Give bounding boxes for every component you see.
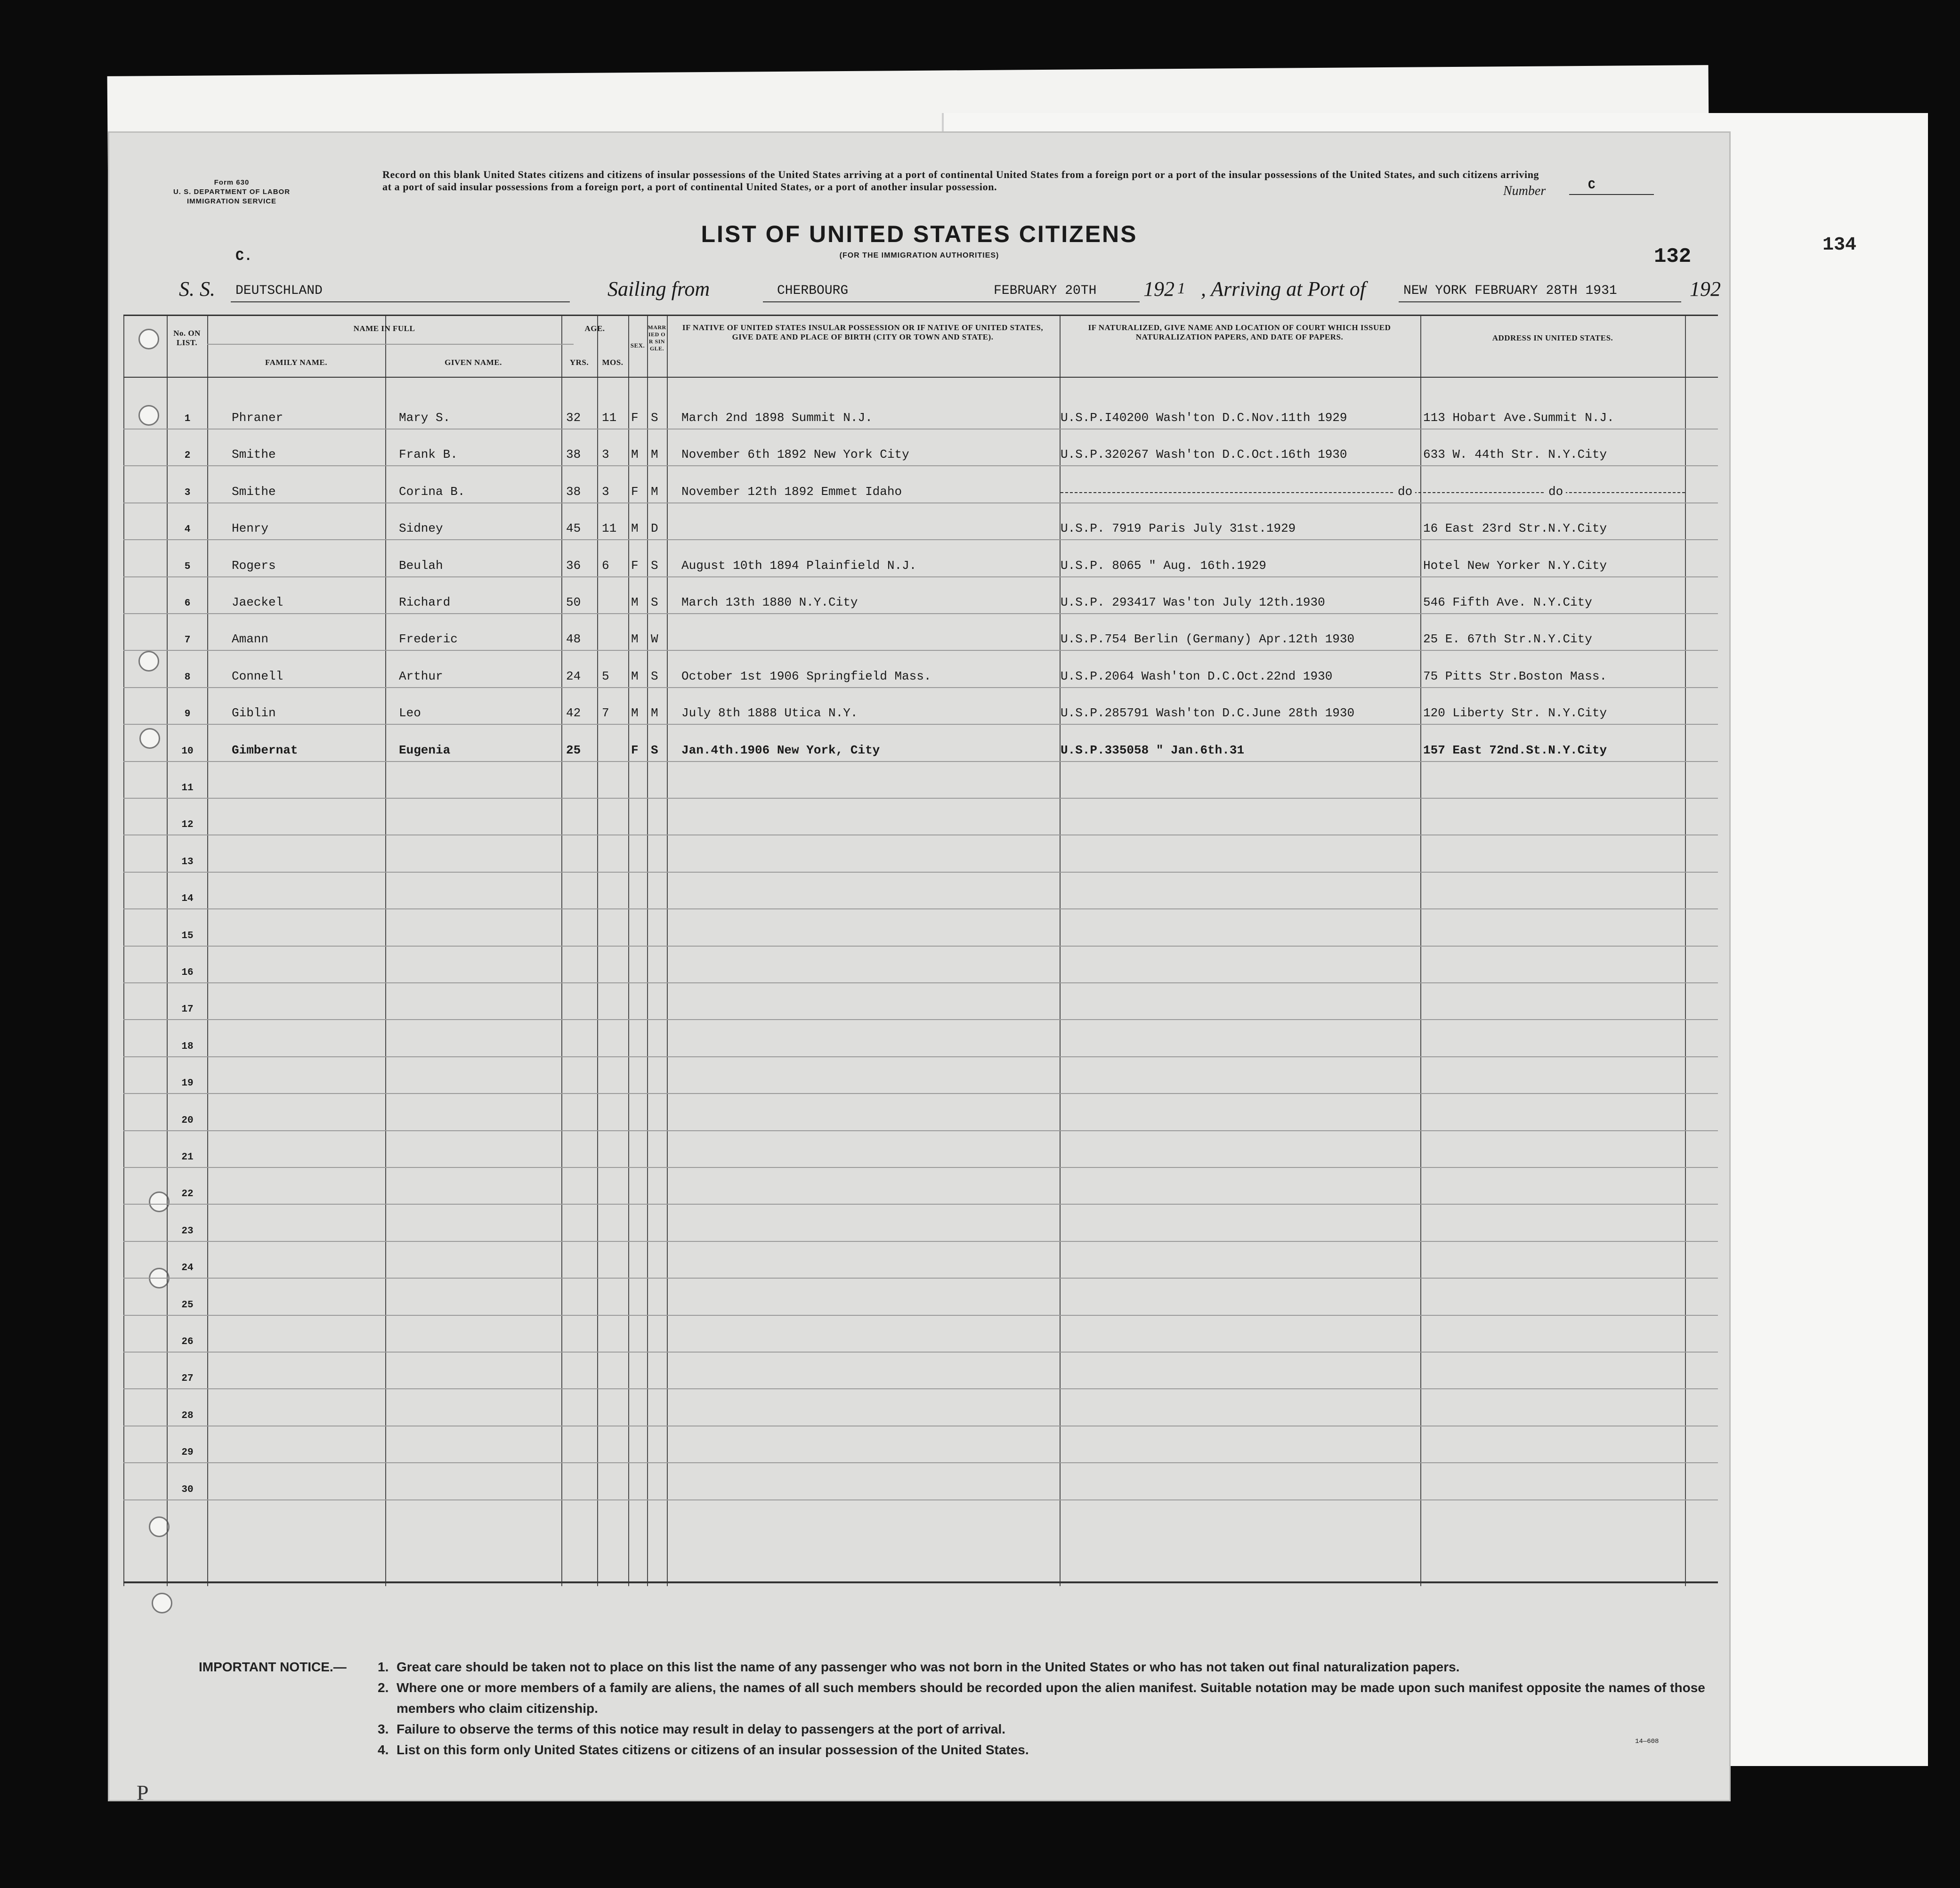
row-number: 19 (181, 1078, 194, 1089)
manifest-sheet (109, 133, 1729, 1800)
cell-mos: 5 (602, 669, 609, 683)
row-line (123, 1056, 1718, 1057)
row-number: 20 (181, 1115, 194, 1126)
row-line (123, 539, 1718, 540)
notice-label: IMPORTANT NOTICE.— (199, 1660, 347, 1674)
cell-yrs: 48 (566, 632, 581, 647)
cell-yrs: 24 (566, 669, 581, 683)
col-line (1685, 315, 1686, 1586)
row-number: 29 (181, 1447, 194, 1459)
cell-nat: U.S.P.2064 Wash'ton D.C.Oct.22nd 1930 (1061, 669, 1333, 683)
row-line (123, 1167, 1718, 1168)
row-line (123, 687, 1718, 688)
notice-item-number: 3. (378, 1722, 389, 1736)
cell-addr: 120 Liberty Str. N.Y.City (1423, 706, 1607, 721)
col-line (628, 315, 629, 1586)
cell-ms: S (651, 558, 658, 573)
cell-mos: 3 (602, 447, 609, 462)
cell-yrs: 25 (566, 743, 581, 757)
cell-nat: U.S.P. 7919 Paris July 31st.1929 (1061, 521, 1296, 536)
row-line (123, 908, 1718, 909)
cell-sex: F (631, 484, 639, 499)
sailing-year-suffix: 1 (1177, 280, 1185, 297)
row-line (123, 502, 1718, 503)
cell-mos: 11 (602, 411, 617, 425)
cell-birth: March 2nd 1898 Summit N.J. (681, 411, 873, 425)
notice-item-text: Failure to observe the terms of this notice may result in delay to passengers at the port of arrival. (397, 1722, 1006, 1736)
cell-birth: August 10th 1894 Plainfield N.J. (681, 558, 917, 573)
row-number: 12 (181, 819, 194, 831)
col-line (667, 315, 668, 1586)
cell-given: Frank B. (399, 447, 458, 462)
cell-sex: M (631, 706, 639, 721)
col-age: AGE. (584, 324, 605, 333)
row-number: 9 (184, 709, 191, 720)
voyage-line (179, 277, 1721, 305)
cell-ms: M (651, 484, 658, 499)
table-bottom (123, 1581, 1718, 1583)
col-line (561, 315, 562, 1586)
cell-yrs: 36 (566, 558, 581, 573)
cell-sex: M (631, 632, 639, 647)
sailing-port: CHERBOURG (777, 284, 849, 298)
row-line (123, 798, 1718, 799)
cell-family: Smithe (232, 484, 276, 499)
header-bottom (123, 377, 1718, 378)
row-line (123, 465, 1718, 466)
sailing-label: Sailing from (607, 277, 710, 300)
col-line (207, 315, 208, 1586)
cell-family: Gimbernat (232, 743, 298, 757)
cell-family: Phraner (232, 411, 283, 425)
cell-given: Beulah (399, 558, 443, 573)
row-number: 1 (184, 413, 191, 424)
cell-family: Rogers (232, 558, 276, 573)
col-line (1060, 315, 1061, 1586)
service: IMMIGRATION SERVICE (186, 197, 277, 205)
row-line (123, 1388, 1718, 1389)
notice-item-number: 1. (378, 1660, 389, 1674)
ship-name: DEUTSCHLAND (235, 284, 323, 298)
notice-item-number: 2. (378, 1680, 389, 1695)
cell-family: Smithe (232, 447, 276, 462)
sailing-date: FEBRUARY 20TH (994, 284, 1097, 298)
row-line (123, 946, 1718, 947)
cell-sex: F (631, 411, 639, 425)
row-line (123, 576, 1718, 577)
cell-yrs: 38 (566, 484, 581, 499)
row-line (123, 1352, 1718, 1353)
cell-addr: 16 East 23rd Str.N.Y.City (1423, 521, 1607, 536)
cell-given: Eugenia (399, 743, 451, 757)
form-identifier (147, 178, 316, 206)
row-number: 18 (181, 1041, 194, 1052)
next-page-number: 134 (1822, 235, 1857, 256)
cell-ms: M (651, 706, 658, 721)
cell-yrs: 45 (566, 521, 581, 536)
sailing-underline (763, 301, 1140, 302)
cell-mos: 7 (602, 706, 609, 721)
cell-addr: 75 Pitts Str.Boston Mass. (1423, 669, 1607, 683)
row-number: 22 (181, 1189, 194, 1200)
cell-sex: M (631, 447, 639, 462)
row-number: 15 (181, 930, 194, 941)
col-line (385, 315, 386, 1586)
row-number: 17 (181, 1004, 194, 1015)
cell-nat: U.S.P. 293417 Was'ton July 12th.1930 (1061, 595, 1325, 609)
arrival-underline (1399, 301, 1681, 302)
notice-item-text: Great care should be taken not to place on this list the name of any passenger who was not born in the United States or who has not taken out final naturalization papers. (397, 1660, 1460, 1674)
row-line (123, 872, 1718, 873)
row-number: 30 (181, 1484, 194, 1495)
row-line (123, 1315, 1718, 1316)
page-subtitle: (FOR THE IMMIGRATION AUTHORITIES) (839, 251, 999, 259)
col-naturalized: IF NATURALIZED, GIVE NAME AND LOCATION OF COURT WHICH ISSUED NATURALIZATION PAPERS, AND DATE OF PAPERS. (1088, 323, 1391, 341)
form-number: Form 630 (214, 178, 250, 186)
cell-given: Frederic (399, 632, 458, 647)
page-number: 132 (1654, 245, 1692, 268)
cell-given: Arthur (399, 669, 443, 683)
sailing-year: 192 (1143, 277, 1174, 300)
citizens-table (123, 315, 1718, 1586)
instructions: Record on this blank United States citizens and citizens of insular possessions of the United States arriving at a port of continental United States from a foreign port or a port of the insular possessions of the United States, and such citizens arriving at a port of said insular possessions from a foreign port, a port of continental United States, or a port of another insular possession. (382, 169, 1539, 193)
row-line (123, 724, 1718, 725)
cell-nat: U.S.P.I40200 Wash'ton D.C.Nov.11th 1929 (1061, 411, 1347, 425)
col-family-name: FAMILY NAME. (265, 358, 327, 367)
cell-addr: 546 Fifth Ave. N.Y.City (1423, 595, 1592, 609)
col-given-name: GIVEN NAME. (445, 358, 502, 367)
ss-label: S. S. (179, 277, 215, 300)
row-line (123, 1499, 1718, 1500)
row-number: 6 (184, 598, 191, 609)
col-line (1420, 315, 1421, 1586)
cell-birth: July 8th 1888 Utica N.Y. (681, 706, 858, 721)
cell-ms: S (651, 595, 658, 609)
cell-ms: S (651, 743, 658, 757)
cell-sex: M (631, 669, 639, 683)
cell-mos: 6 (602, 558, 609, 573)
col-name-in-full: NAME IN FULL (353, 324, 415, 333)
col-line (597, 315, 598, 1586)
col-line (167, 315, 168, 1586)
row-number: 27 (181, 1373, 194, 1385)
cell-yrs: 50 (566, 595, 581, 609)
row-line (123, 1278, 1718, 1279)
row-number: 7 (184, 635, 191, 646)
row-number: 21 (181, 1152, 194, 1163)
notice-item-text: List on this form only United States citizens or citizens of an insular possession of the United States. (397, 1742, 1029, 1757)
cell-nat: U.S.P.754 Berlin (Germany) Apr.12th 1930 (1061, 632, 1355, 647)
row-number: 2 (184, 450, 191, 462)
ditto-dash-line (1061, 492, 1685, 493)
notice-item-number: 4. (378, 1742, 389, 1757)
notice-item-text: Where one or more members of a family are aliens, the names of all such members should be recorded upon the alien manifest. Suitable notation may be made upon such manifest opposite the names of those members who claim citizenship. (397, 1680, 1705, 1716)
cell-yrs: 42 (566, 706, 581, 721)
row-line (123, 1019, 1718, 1020)
cell-addr: 113 Hobart Ave.Summit N.J. (1423, 411, 1614, 425)
col-married: MARRIED OR SINGLE. (648, 324, 666, 352)
cell-sex: M (631, 521, 639, 536)
col-sex: SEX. (630, 342, 645, 349)
row-number: 4 (184, 524, 191, 535)
row-line (123, 650, 1718, 651)
cell-birth: October 1st 1906 Springfield Mass. (681, 669, 931, 683)
cell-ms: S (651, 669, 658, 683)
cell-given: Mary S. (399, 411, 451, 425)
number-value: C (1569, 178, 1654, 195)
row-line (123, 1130, 1718, 1131)
row-number: 23 (181, 1225, 194, 1237)
col-mos: MOS. (602, 358, 624, 367)
margin-mark: P (137, 1781, 149, 1805)
cell-family: Giblin (232, 706, 276, 721)
row-number: 5 (184, 561, 191, 572)
cell-birth: November 6th 1892 New York City (681, 447, 909, 462)
punch-hole (152, 1593, 172, 1613)
row-number: 16 (181, 967, 194, 978)
cell-yrs: 32 (566, 411, 581, 425)
cell-sex: F (631, 743, 639, 757)
notice-item (378, 1657, 1706, 1677)
col-yrs: YRS. (569, 358, 589, 367)
cell-addr: 157 East 72nd.St.N.Y.City (1423, 743, 1607, 757)
row-number: 8 (184, 672, 191, 683)
arrival-port-date: NEW YORK FEBRUARY 28TH 1931 (1403, 284, 1617, 298)
cell-addr: 25 E. 67th Str.N.Y.City (1423, 632, 1592, 647)
cell-given: Richard (399, 595, 451, 609)
notice-items (378, 1657, 1706, 1760)
cell-birth: November 12th 1892 Emmet Idaho (681, 484, 902, 499)
cell-family: Connell (232, 669, 283, 683)
cell-nat: U.S.P.285791 Wash'ton D.C.June 28th 1930 (1061, 706, 1355, 721)
name-subheader-line (207, 344, 574, 345)
row-line (123, 982, 1718, 983)
ditto-nat: do (1395, 485, 1415, 499)
cell-addr: 633 W. 44th Str. N.Y.City (1423, 447, 1607, 462)
row-line (123, 613, 1718, 614)
cell-birth: March 13th 1880 N.Y.City (681, 595, 858, 609)
row-number: 26 (181, 1337, 194, 1347)
row-number: 25 (181, 1299, 194, 1311)
row-line (123, 1093, 1718, 1094)
notice-item (378, 1677, 1706, 1719)
notice-item (378, 1740, 1706, 1760)
row-line (123, 1204, 1718, 1205)
cell-addr: Hotel New Yorker N.Y.City (1423, 558, 1607, 573)
arrival-year: 192 (1690, 277, 1721, 300)
col-birth: IF NATIVE OF UNITED STATES INSULAR POSSESSION OR IF NATIVE OF UNITED STATES, GIVE DATE AND PLACE OF BIRTH (CITY OR TOWN AND STATE). (682, 323, 1044, 341)
row-number: 10 (181, 745, 194, 757)
cell-mos: 3 (602, 484, 609, 499)
cell-given: Leo (399, 706, 421, 721)
row-number: 3 (184, 487, 191, 498)
cell-given: Corina B. (399, 484, 465, 499)
department: U. S. DEPARTMENT OF LABOR (173, 188, 291, 196)
form-code: 14—608 (1635, 1738, 1659, 1745)
row-number: 11 (181, 783, 194, 794)
cell-given: Sidney (399, 521, 443, 536)
row-line (123, 761, 1718, 762)
cell-family: Amann (232, 632, 269, 647)
cell-ms: D (651, 521, 658, 536)
arriving-label: , Arriving at Port of (1201, 277, 1366, 300)
cell-family: Henry (232, 521, 269, 536)
table-top (123, 315, 1718, 316)
cell-mos: 11 (602, 521, 617, 536)
cell-yrs: 38 (566, 447, 581, 462)
row-number: 13 (181, 856, 194, 867)
cell-nat: U.S.P.335058 " Jan.6th.31 (1061, 743, 1245, 757)
row-line (123, 1462, 1718, 1463)
col-line (123, 315, 124, 1586)
col-no: No. ON LIST. (173, 329, 201, 347)
ditto-addr: do (1546, 485, 1566, 499)
ship-underline (231, 301, 570, 302)
row-number: 14 (181, 893, 194, 905)
notice-item (378, 1719, 1706, 1740)
cell-sex: M (631, 595, 639, 609)
cell-ms: W (651, 632, 658, 647)
col-address: ADDRESS IN UNITED STATES. (1492, 333, 1613, 342)
cell-sex: F (631, 558, 639, 573)
number-label: Number (1503, 184, 1546, 198)
row-number: 28 (181, 1410, 194, 1421)
cell-nat: U.S.P. 8065 " Aug. 16th.1929 (1061, 558, 1266, 573)
col-line (647, 315, 648, 1586)
list-letter: C. (235, 249, 253, 265)
cell-nat: U.S.P.320267 Wash'ton D.C.Oct.16th 1930 (1061, 447, 1347, 462)
row-number: 24 (181, 1263, 194, 1274)
cell-ms: M (651, 447, 658, 462)
page-title: LIST OF UNITED STATES CITIZENS (701, 221, 1138, 247)
cell-birth: Jan.4th.1906 New York, City (681, 743, 880, 757)
row-line (123, 1241, 1718, 1242)
cell-ms: S (651, 411, 658, 425)
cell-family: Jaeckel (232, 595, 283, 609)
